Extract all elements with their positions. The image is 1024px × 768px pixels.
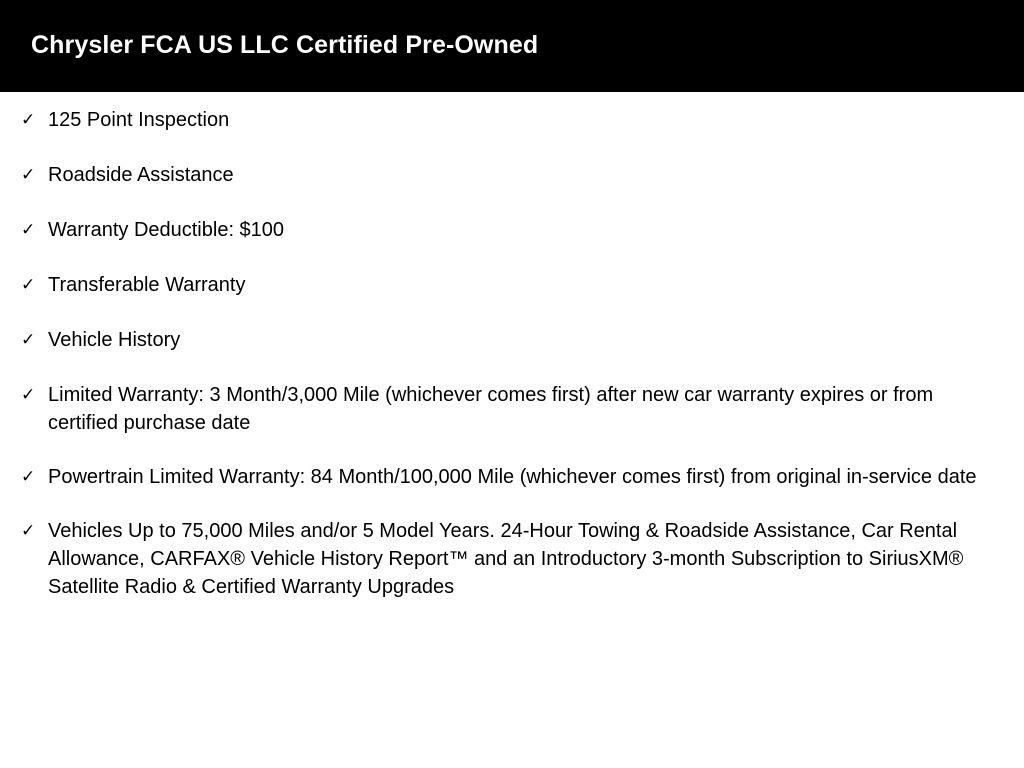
check-icon: ✓: [21, 110, 36, 129]
check-icon: ✓: [21, 467, 36, 486]
check-icon: ✓: [21, 165, 36, 184]
check-icon: ✓: [21, 330, 36, 349]
list-item: [0, 106, 1024, 134]
list-item-label: 125 Point Inspection: [48, 109, 230, 131]
list-item: [0, 161, 1024, 189]
check-icon: ✓: [21, 220, 36, 239]
list-item-label: Vehicles Up to 75,000 Miles and/or 5 Model Years. 24-Hour Towing & Roadside Assistance, Car Rental Allowance, CARFAX® Vehicle History Report™ and an Introductory 3-month Subscription to SiriusXM® Satellite Radio & Certified Warranty Upgrades: [48, 520, 964, 598]
list-item-label: Warranty Deductible: $100: [48, 219, 285, 241]
page-title: Chrysler FCA US LLC Certified Pre-Owned: [31, 31, 539, 60]
list-item: [0, 463, 1024, 491]
list-item-label: Limited Warranty: 3 Month/3,000 Mile (whichever comes first) after new car warranty expires or from certified purchase date: [48, 384, 934, 434]
list-item: [0, 326, 1024, 354]
list-item-label: Powertrain Limited Warranty: 84 Month/100,000 Mile (whichever comes first) from original in-service date: [48, 466, 977, 488]
list-item: [0, 216, 1024, 244]
list-item: [0, 517, 1024, 601]
feature-list: [0, 92, 1024, 601]
list-item-label: Vehicle History: [48, 329, 181, 351]
list-item-label: Transferable Warranty: [48, 274, 246, 296]
check-icon: ✓: [21, 275, 36, 294]
list-item: [0, 271, 1024, 299]
check-icon: ✓: [21, 385, 36, 404]
list-item: [0, 381, 1024, 437]
page-header: [0, 0, 1024, 92]
check-icon: ✓: [21, 521, 36, 540]
list-item-label: Roadside Assistance: [48, 164, 234, 186]
